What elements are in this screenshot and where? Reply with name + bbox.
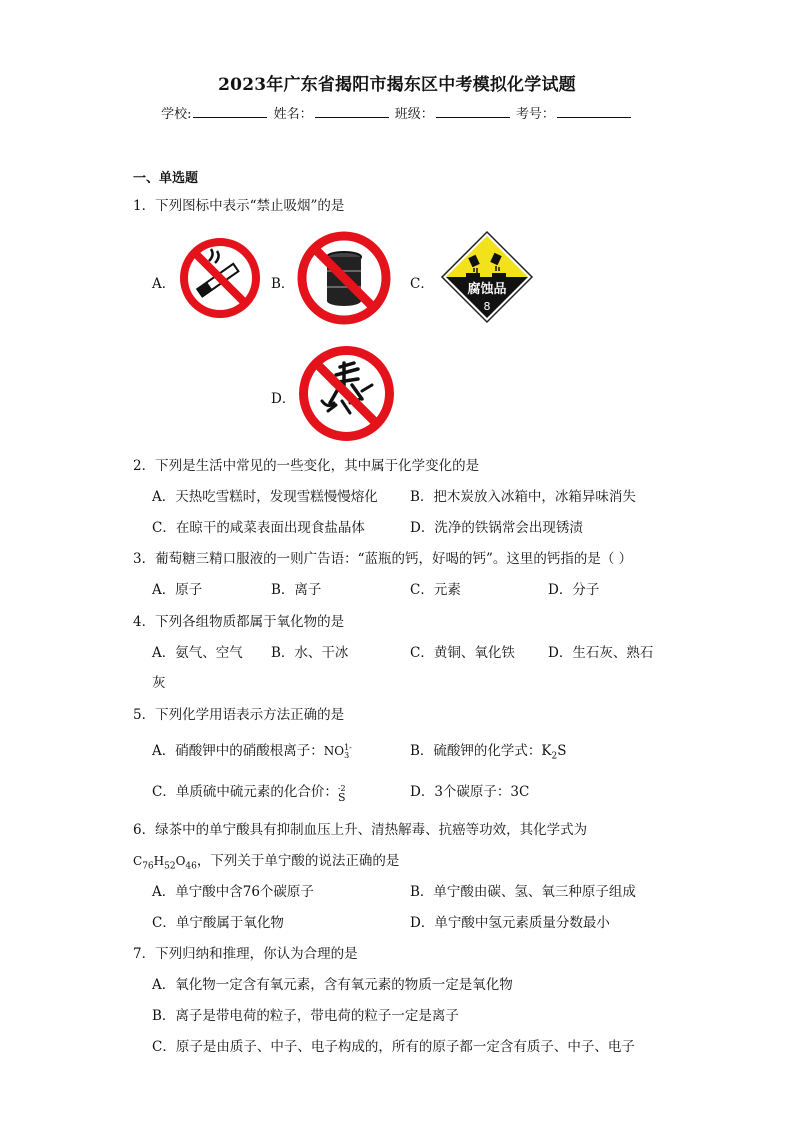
question-2-stem: 2．下列是生活中常见的一些变化，其中属于化学变化的是: [133, 458, 480, 474]
q1-option-a-label: A．: [152, 276, 176, 292]
q6-option-c: C．单宁酸属于氧化物: [152, 915, 284, 931]
nitrate-charge: 1-: [344, 742, 352, 752]
section-title: 一、单选题: [133, 171, 199, 186]
formula-h: H: [153, 854, 165, 868]
q5-option-c-text: C．单质硫中硫元素的化合价：: [152, 784, 338, 800]
q7-option-c: C．原子是由质子、中子、电子构成的，所有的原子都一定含有质子、中子、电子: [152, 1039, 635, 1055]
q4-option-b: B．水、干冰: [271, 645, 349, 661]
class-label: 班级：: [394, 107, 434, 122]
corrosive-hazard-sign-icon: [440, 230, 534, 324]
no-smoking-sign-icon: [179, 237, 261, 319]
q1-option-d-label: D．: [271, 391, 296, 407]
q3-option-d: D．分子: [548, 582, 600, 598]
class-field[interactable]: [436, 104, 510, 118]
school-field[interactable]: [193, 104, 267, 118]
q3-option-a: A．原子: [152, 582, 203, 598]
q7-option-b: B．离子是带电荷的粒子，带电荷的粒子一定是离子: [152, 1008, 459, 1024]
q1-option-c-label: C．: [410, 276, 434, 292]
nitrate-symbol: NO: [323, 744, 345, 758]
q5-option-b-sulfur: S: [557, 743, 567, 759]
q6-option-d: D．单宁酸中氢元素质量分数最小: [410, 915, 610, 931]
question-6-stem-line-2: [133, 849, 399, 871]
student-info-line: [0, 103, 794, 122]
q5-option-b-subscript: 2: [551, 751, 558, 762]
nitrate-subscript: 3: [344, 750, 350, 760]
name-field[interactable]: [315, 104, 389, 118]
question-3-stem: 3．葡萄糖三精口服液的一则广告语：“蓝瓶的钙，好喝的钙”。这里的钙指的是（ ）: [133, 551, 633, 567]
question-6-stem-rest: ，下列关于单宁酸的说法正确的是: [196, 853, 400, 869]
q5-option-a-text: A．硝酸钾中的硝酸根离子：: [152, 743, 324, 759]
q2-option-c: C．在晾干的咸菜表面出现食盐晶体: [152, 520, 365, 536]
q3-option-c: C．元素: [410, 582, 461, 598]
question-7-stem: 7．下列归纳和推理，你认为合理的是: [133, 946, 358, 962]
sulfur-symbol: S: [337, 790, 346, 804]
q3-option-b: B．离子: [271, 582, 322, 598]
exam-title: 2023年广东省揭阳市揭东区中考模拟化学试题: [218, 75, 576, 95]
q4-option-a: A．氨气、空气: [152, 645, 243, 661]
number-label: 考号：: [515, 107, 555, 122]
corrosive-label: 腐蚀品: [467, 282, 507, 297]
formula-c: C: [133, 854, 143, 868]
q6-option-b: B．单宁酸由碳、氢、氧三种原子组成: [410, 884, 636, 900]
q4-option-c: C．黄铜、氧化铁: [410, 645, 515, 661]
q2-option-a: A．天热吃雪糕时，发现雪糕慢慢熔化: [152, 489, 378, 505]
corrosive-class-number: 8: [483, 300, 491, 313]
q2-option-b: B．把木炭放入冰箱中，冰箱异味消失: [410, 489, 636, 505]
q5-option-b-text: B．硫酸钾的化学式：K: [410, 743, 552, 759]
q2-option-d: D．洗净的铁锅常会出现锈渍: [410, 520, 583, 536]
school-label: 学校:: [161, 107, 192, 122]
name-label: 姓名：: [273, 107, 313, 122]
q7-option-a: A．氧化物一定含有氧元素，含有氧元素的物质一定是氧化物: [152, 977, 513, 993]
tannic-acid-formula: [133, 854, 197, 872]
formula-o: O: [175, 854, 186, 868]
question-4-stem: 4．下列各组物质都属于氧化物的是: [133, 614, 345, 630]
q6-option-a: A．单宁酸中含76个碳原子: [152, 884, 314, 900]
q5-option-d: D．3个碳原子：3C: [410, 784, 530, 800]
no-logging-sign-icon: [298, 345, 395, 442]
question-6-stem: 6．绿茶中的单宁酸具有抑制血压上升、清热解毒、抗癌等功效，其化学式为: [133, 822, 588, 838]
q4-option-d-continued: 灰: [152, 675, 166, 691]
question-5-stem: 5．下列化学用语表示方法正确的是: [133, 707, 345, 723]
formula-h-count: 52: [164, 861, 176, 872]
q5-option-a: [152, 739, 352, 760]
formula-c-count: 76: [142, 861, 154, 872]
q5-option-a-formula: [324, 744, 352, 758]
valence-mark: -2: [337, 783, 346, 793]
q4-option-d: D．生石灰、熟石: [548, 645, 654, 661]
formula-o-count: 46: [185, 861, 197, 872]
q5-option-c: [152, 780, 346, 802]
number-field[interactable]: [557, 104, 631, 118]
q5-option-b: [410, 739, 567, 762]
no-barrel-sign-icon: [297, 231, 391, 325]
q1-option-b-label: B．: [271, 276, 295, 292]
question-1-stem: 1．下列图标中表示“禁止吸烟”的是: [133, 198, 345, 214]
